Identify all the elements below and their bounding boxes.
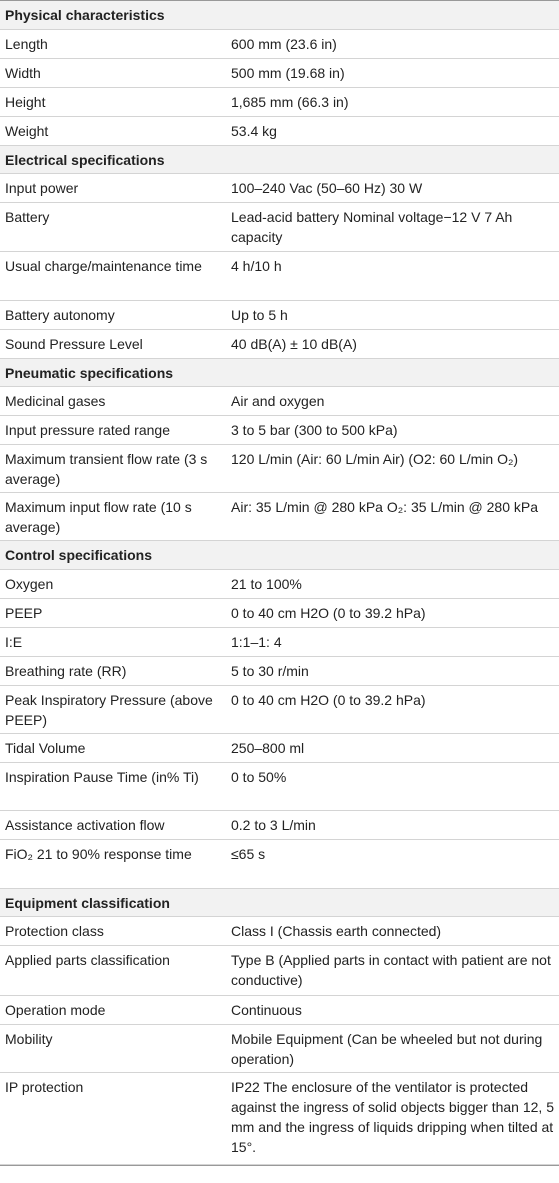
row-label: Maximum input flow rate (10 s average) bbox=[5, 499, 192, 535]
row-value: 40 dB(A) ± 10 dB(A) bbox=[231, 336, 357, 352]
row-value: Air: 35 L/min @ 280 kPa O₂: 35 L/min @ 280 kPa bbox=[231, 499, 539, 515]
row-value: 0 to 40 cm H2O (0 to 39.2 hPa) bbox=[231, 605, 426, 621]
table-row bbox=[0, 493, 559, 541]
row-value: 21 to 100% bbox=[231, 576, 302, 592]
row-value: Lead-acid battery Nominal voltage−12 V 7 Ah capacity bbox=[231, 209, 513, 245]
row-label: Battery autonomy bbox=[5, 307, 115, 323]
table-row bbox=[0, 1025, 559, 1073]
row-value: 0.2 to 3 L/min bbox=[231, 817, 316, 833]
row-label: Sound Pressure Level bbox=[5, 336, 143, 352]
table-row bbox=[0, 570, 559, 599]
row-label: FiO₂ 21 to 90% response time bbox=[5, 846, 192, 862]
section-header-equipment-classification bbox=[0, 889, 559, 917]
table-row bbox=[0, 1073, 559, 1165]
row-value: 1,685 mm (66.3 in) bbox=[231, 94, 349, 110]
row-value: 120 L/min (Air: 60 L/min Air) (O2: 60 L/min O₂) bbox=[231, 451, 519, 467]
row-label: Battery bbox=[5, 209, 50, 225]
table-row bbox=[0, 734, 559, 763]
row-value: 1:1–1: 4 bbox=[231, 634, 282, 650]
row-label: Breathing rate (RR) bbox=[5, 663, 127, 679]
table-row bbox=[0, 174, 559, 203]
table-row bbox=[0, 88, 559, 117]
table-row bbox=[0, 811, 559, 840]
row-value: 600 mm (23.6 in) bbox=[231, 36, 337, 52]
row-label: Peak Inspiratory Pressure (above PEEP) bbox=[5, 692, 213, 728]
row-label: Operation mode bbox=[5, 1002, 106, 1018]
row-value: 53.4 kg bbox=[231, 123, 277, 139]
row-label: Weight bbox=[5, 123, 49, 139]
row-value: Air and oxygen bbox=[231, 393, 325, 409]
row-label: Applied parts classification bbox=[5, 952, 170, 968]
section-title: Control specifications bbox=[5, 547, 153, 563]
section-title: Equipment classification bbox=[5, 895, 170, 911]
table-row bbox=[0, 996, 559, 1025]
section-header-electrical-specifications bbox=[0, 146, 559, 174]
table-row bbox=[0, 763, 559, 811]
row-value: IP22 The enclosure of the ventilator is protected against the ingress of solid objects bigger than 12, 5 mm and the ingress of liquids dripping when tilted at 15°. bbox=[231, 1079, 554, 1155]
row-label: IP protection bbox=[5, 1079, 84, 1095]
table-row bbox=[0, 599, 559, 628]
table-row bbox=[0, 59, 559, 88]
row-label: Width bbox=[5, 65, 41, 81]
row-label: Length bbox=[5, 36, 48, 52]
table-row bbox=[0, 387, 559, 416]
row-value: 100–240 Vac (50–60 Hz) 30 W bbox=[231, 180, 423, 196]
table-row bbox=[0, 657, 559, 686]
section-title: Electrical specifications bbox=[5, 152, 165, 168]
table-row bbox=[0, 330, 559, 359]
row-label: I:E bbox=[5, 634, 23, 650]
table-row bbox=[0, 686, 559, 734]
table-row bbox=[0, 917, 559, 946]
row-value: 0 to 40 cm H2O (0 to 39.2 hPa) bbox=[231, 692, 426, 708]
row-value: 500 mm (19.68 in) bbox=[231, 65, 345, 81]
row-label: Maximum transient flow rate (3 s average) bbox=[5, 451, 208, 487]
table-row bbox=[0, 301, 559, 330]
row-value: 3 to 5 bar (300 to 500 kPa) bbox=[231, 422, 398, 438]
row-value: 4 h/10 h bbox=[231, 258, 282, 274]
row-value: Up to 5 h bbox=[231, 307, 288, 323]
section-header-control-specifications bbox=[0, 541, 559, 570]
row-label: Input pressure rated range bbox=[5, 422, 170, 438]
row-value: Class I (Chassis earth connected) bbox=[231, 923, 442, 939]
row-label: Oxygen bbox=[5, 576, 54, 592]
section-header-pneumatic-specifications bbox=[0, 359, 559, 387]
table-row bbox=[0, 203, 559, 252]
table-row bbox=[0, 628, 559, 657]
table-row bbox=[0, 946, 559, 996]
row-value: 5 to 30 r/min bbox=[231, 663, 309, 679]
row-value: 250–800 ml bbox=[231, 740, 305, 756]
section-title: Physical characteristics bbox=[5, 7, 165, 23]
row-value: Type B (Applied parts in contact with patient are not conductive) bbox=[231, 952, 551, 988]
row-value: Mobile Equipment (Can be wheeled but not during operation) bbox=[231, 1031, 543, 1067]
row-label: Protection class bbox=[5, 923, 104, 939]
row-label: Assistance activation flow bbox=[5, 817, 165, 833]
row-label: Usual charge/maintenance time bbox=[5, 258, 202, 274]
table-row bbox=[0, 252, 559, 301]
row-label: Inspiration Pause Time (in% Ti) bbox=[5, 769, 199, 785]
row-label: Medicinal gases bbox=[5, 393, 106, 409]
table-row bbox=[0, 445, 559, 493]
section-header-physical-characteristics bbox=[0, 1, 559, 30]
table-row bbox=[0, 30, 559, 59]
table-row bbox=[0, 117, 559, 146]
row-label: Height bbox=[5, 94, 46, 110]
row-label: Mobility bbox=[5, 1031, 53, 1047]
row-value: Continuous bbox=[231, 1002, 302, 1018]
section-title: Pneumatic specifications bbox=[5, 365, 174, 381]
row-label: Input power bbox=[5, 180, 79, 196]
table-row bbox=[0, 840, 559, 889]
row-label: PEEP bbox=[5, 605, 43, 621]
row-value: ≤65 s bbox=[231, 846, 266, 862]
row-label: Tidal Volume bbox=[5, 740, 86, 756]
table-row bbox=[0, 416, 559, 445]
row-value: 0 to 50% bbox=[231, 769, 287, 785]
